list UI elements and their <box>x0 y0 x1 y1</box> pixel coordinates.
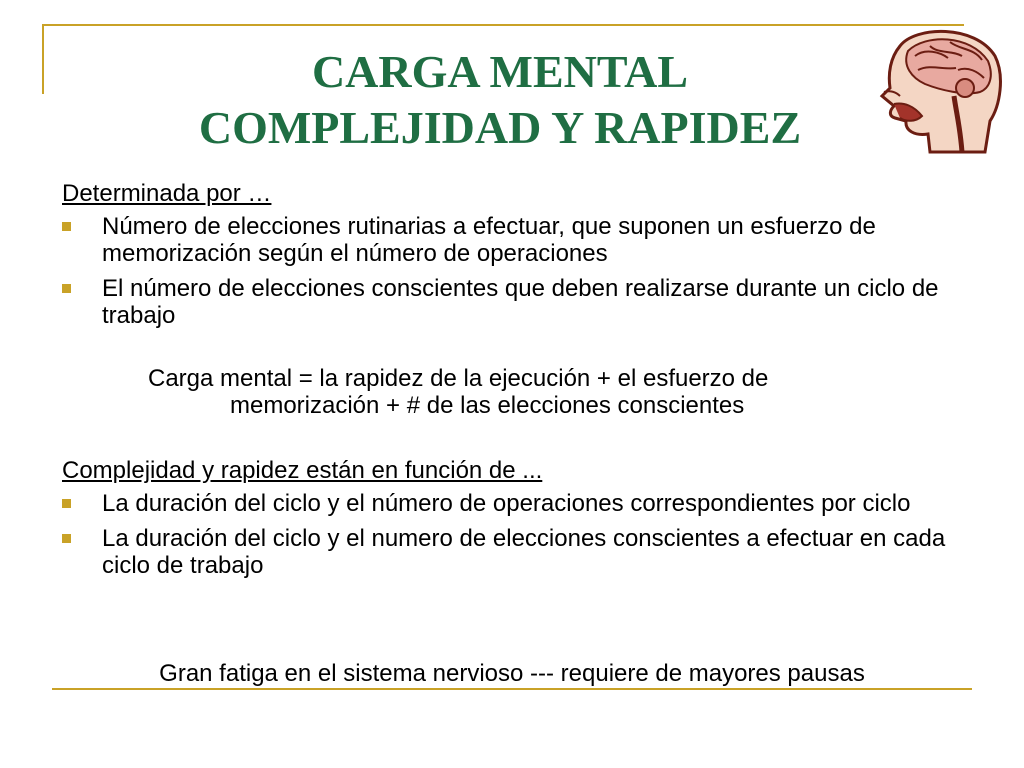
list-item-text: El número de elecciones conscientes que deben realizarse durante un ciclo de trabajo <box>102 275 939 329</box>
title-line-2: COMPLEJIDAD Y RAPIDEZ <box>198 102 802 153</box>
formula-line-1: Carga mental = la rapidez de la ejecución + el esfuerzo de <box>148 365 769 392</box>
slide-body <box>62 180 962 587</box>
list-item-text: La duración del ciclo y el numero de elecciones conscientes a efectuar en cada ciclo de trabajo <box>102 525 946 579</box>
frame-top-rule <box>42 24 964 26</box>
square-bullet-icon <box>62 499 71 508</box>
section1-heading: Determinada por … <box>62 180 272 207</box>
frame-left-rule <box>42 24 44 94</box>
formula-line-2: memorización + # de las elecciones conscientes <box>230 392 745 419</box>
section1-list <box>62 213 962 329</box>
closing-statement: Gran fatiga en el sistema nervioso --- requiere de mayores pausas <box>159 660 865 687</box>
list-item <box>62 525 962 579</box>
list-item <box>62 275 962 329</box>
list-item <box>62 490 962 517</box>
formula <box>62 365 908 419</box>
section2-heading: Complejidad y rapidez están en función de ... <box>62 457 543 484</box>
list-item-text: Número de elecciones rutinarias a efectuar, que suponen un esfuerzo de memorización según el número de operaciones <box>102 213 876 267</box>
frame-bottom-rule <box>52 688 972 690</box>
square-bullet-icon <box>62 284 71 293</box>
head-anatomy-icon <box>870 26 1005 154</box>
section2 <box>62 457 962 579</box>
square-bullet-icon <box>62 534 71 543</box>
square-bullet-icon <box>62 222 71 231</box>
list-item <box>62 213 962 267</box>
title-line-1: CARGA MENTAL <box>311 46 689 97</box>
slide-title <box>120 44 880 156</box>
list-item-text: La duración del ciclo y el número de operaciones correspondientes por ciclo <box>102 490 911 517</box>
section2-list <box>62 490 962 579</box>
